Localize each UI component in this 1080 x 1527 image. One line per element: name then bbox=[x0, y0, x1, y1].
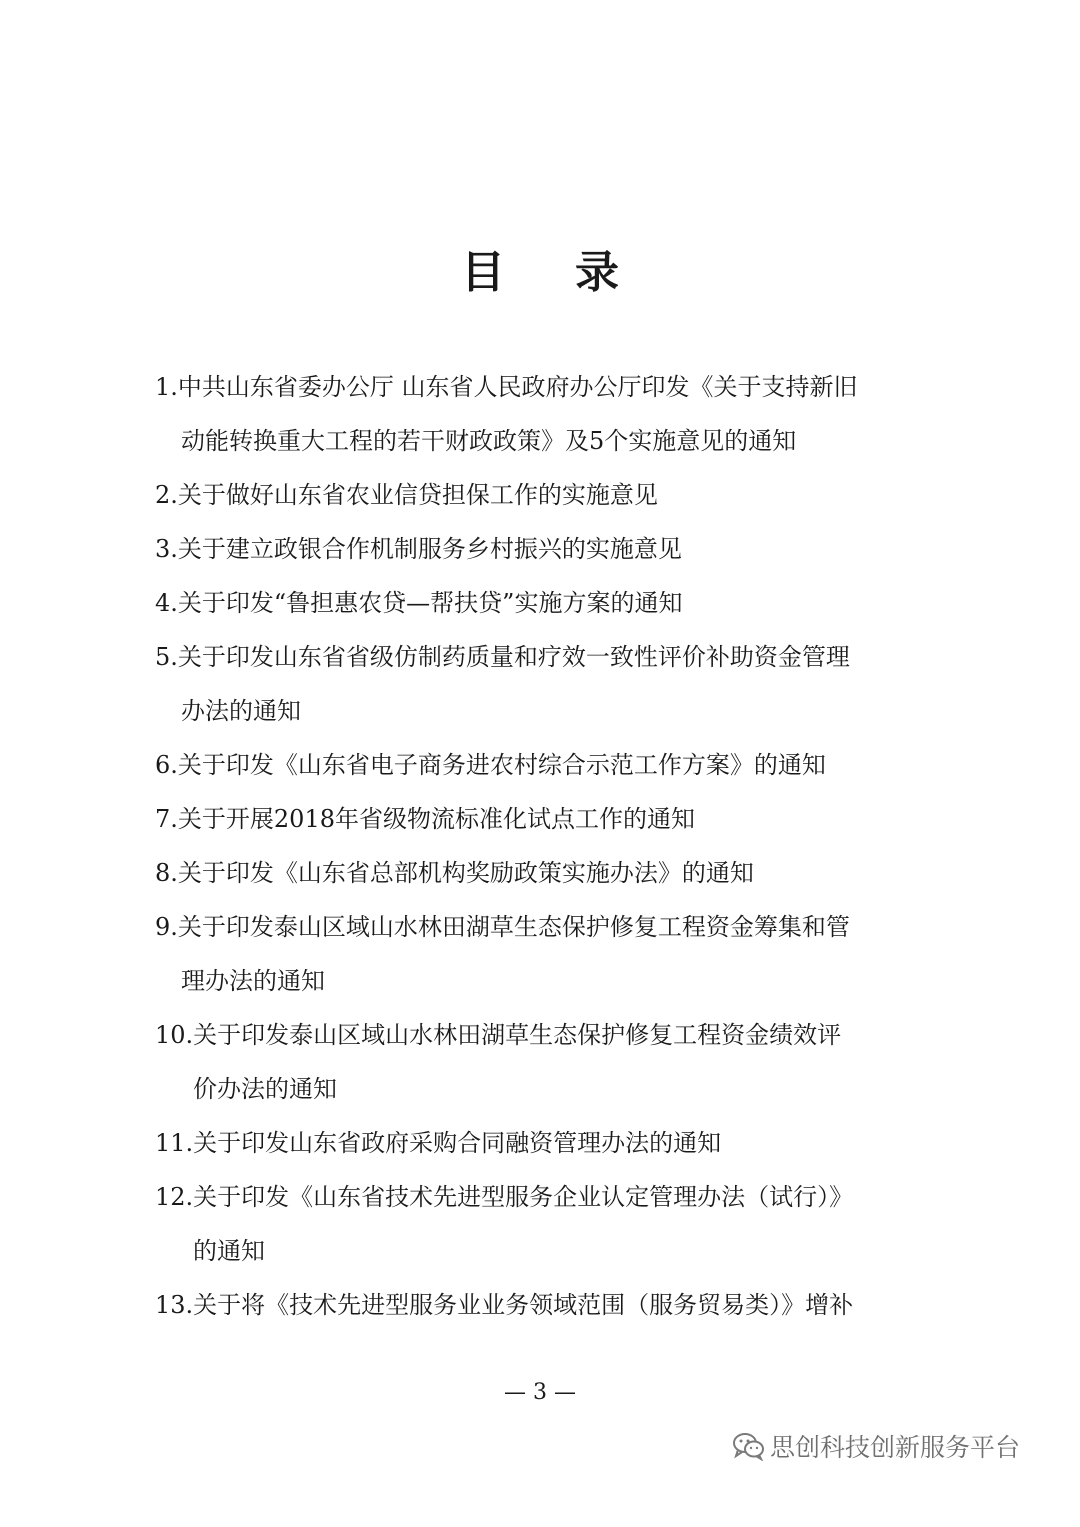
toc-item bbox=[155, 1170, 915, 1278]
toc-item-number: 2. bbox=[155, 481, 178, 509]
toc-item bbox=[155, 468, 915, 522]
toc-item bbox=[155, 630, 915, 738]
toc-item bbox=[155, 1116, 915, 1170]
toc-item bbox=[155, 522, 915, 576]
toc-item-text: 关于做好山东省农业信贷担保工作的实施意见 bbox=[177, 481, 658, 509]
toc-item-number: 13. bbox=[155, 1291, 194, 1319]
toc-item-text: 中共山东省委办公厅 山东省人民政府办公厅印发《关于支持新旧 bbox=[177, 373, 858, 401]
toc-item bbox=[155, 792, 915, 846]
toc-item-number: 6. bbox=[155, 751, 178, 779]
toc-item bbox=[155, 846, 915, 900]
watermark-text: 思创科技创新服务平台 bbox=[770, 1433, 1021, 1462]
toc-item-text: 关于印发山东省政府采购合同融资管理办法的通知 bbox=[193, 1129, 722, 1157]
toc-item-text: 关于将《技术先进型服务业业务领域范围（服务贸易类）》增补 bbox=[193, 1291, 854, 1319]
toc-item-text: 关于印发山东省省级仿制药质量和疗效一致性评价补助资金管理 bbox=[177, 643, 850, 671]
toc-item-number: 5. bbox=[155, 643, 178, 671]
toc-item bbox=[155, 1008, 915, 1116]
toc-item-number: 11. bbox=[155, 1129, 194, 1157]
wechat-icon bbox=[732, 1431, 766, 1461]
toc-item-number: 10. bbox=[155, 1021, 194, 1049]
toc-item-text: 关于印发《山东省电子商务进农村综合示范工作方案》的通知 bbox=[177, 751, 826, 779]
toc-item-number: 3. bbox=[155, 535, 178, 563]
toc-item bbox=[155, 360, 915, 468]
toc-item-text-continued: 办法的通知 bbox=[181, 697, 301, 725]
toc-item-text-continued: 动能转换重大工程的若干财政政策》及5个实施意见的通知 bbox=[181, 427, 797, 455]
toc-item-number: 7. bbox=[155, 805, 178, 833]
toc-item-text-continued: 价办法的通知 bbox=[193, 1075, 337, 1103]
toc-item-text: 关于建立政银合作机制服务乡村振兴的实施意见 bbox=[177, 535, 682, 563]
toc-item bbox=[155, 900, 915, 1008]
toc-item-text: 关于印发《山东省总部机构奖励政策实施办法》的通知 bbox=[177, 859, 754, 887]
toc-item-number: 9. bbox=[155, 913, 178, 941]
toc-item-text: 关于开展2018年省级物流标准化试点工作的通知 bbox=[177, 805, 695, 833]
toc-item bbox=[155, 576, 915, 630]
table-of-contents bbox=[155, 360, 915, 1332]
watermark bbox=[732, 1426, 1062, 1466]
page-title: 目录 bbox=[461, 247, 689, 298]
toc-item-number: 4. bbox=[155, 589, 178, 617]
toc-item-text: 关于印发《山东省技术先进型服务企业认定管理办法（试行）》 bbox=[193, 1183, 854, 1211]
toc-item bbox=[155, 738, 915, 792]
toc-item-text-continued: 的通知 bbox=[193, 1237, 265, 1265]
toc-item bbox=[155, 1278, 915, 1332]
toc-item-text-continued: 理办法的通知 bbox=[181, 967, 325, 995]
toc-item-number: 1. bbox=[155, 373, 178, 401]
toc-item-number: 8. bbox=[155, 859, 178, 887]
toc-item-text: 关于印发泰山区域山水林田湖草生态保护修复工程资金筹集和管 bbox=[177, 913, 850, 941]
page-number: — 3 — bbox=[504, 1380, 576, 1405]
toc-item-text: 关于印发“鲁担惠农贷—帮扶贷”实施方案的通知 bbox=[177, 589, 683, 617]
toc-item-text: 关于印发泰山区域山水林田湖草生态保护修复工程资金绩效评 bbox=[193, 1021, 842, 1049]
toc-item-number: 12. bbox=[155, 1183, 194, 1211]
